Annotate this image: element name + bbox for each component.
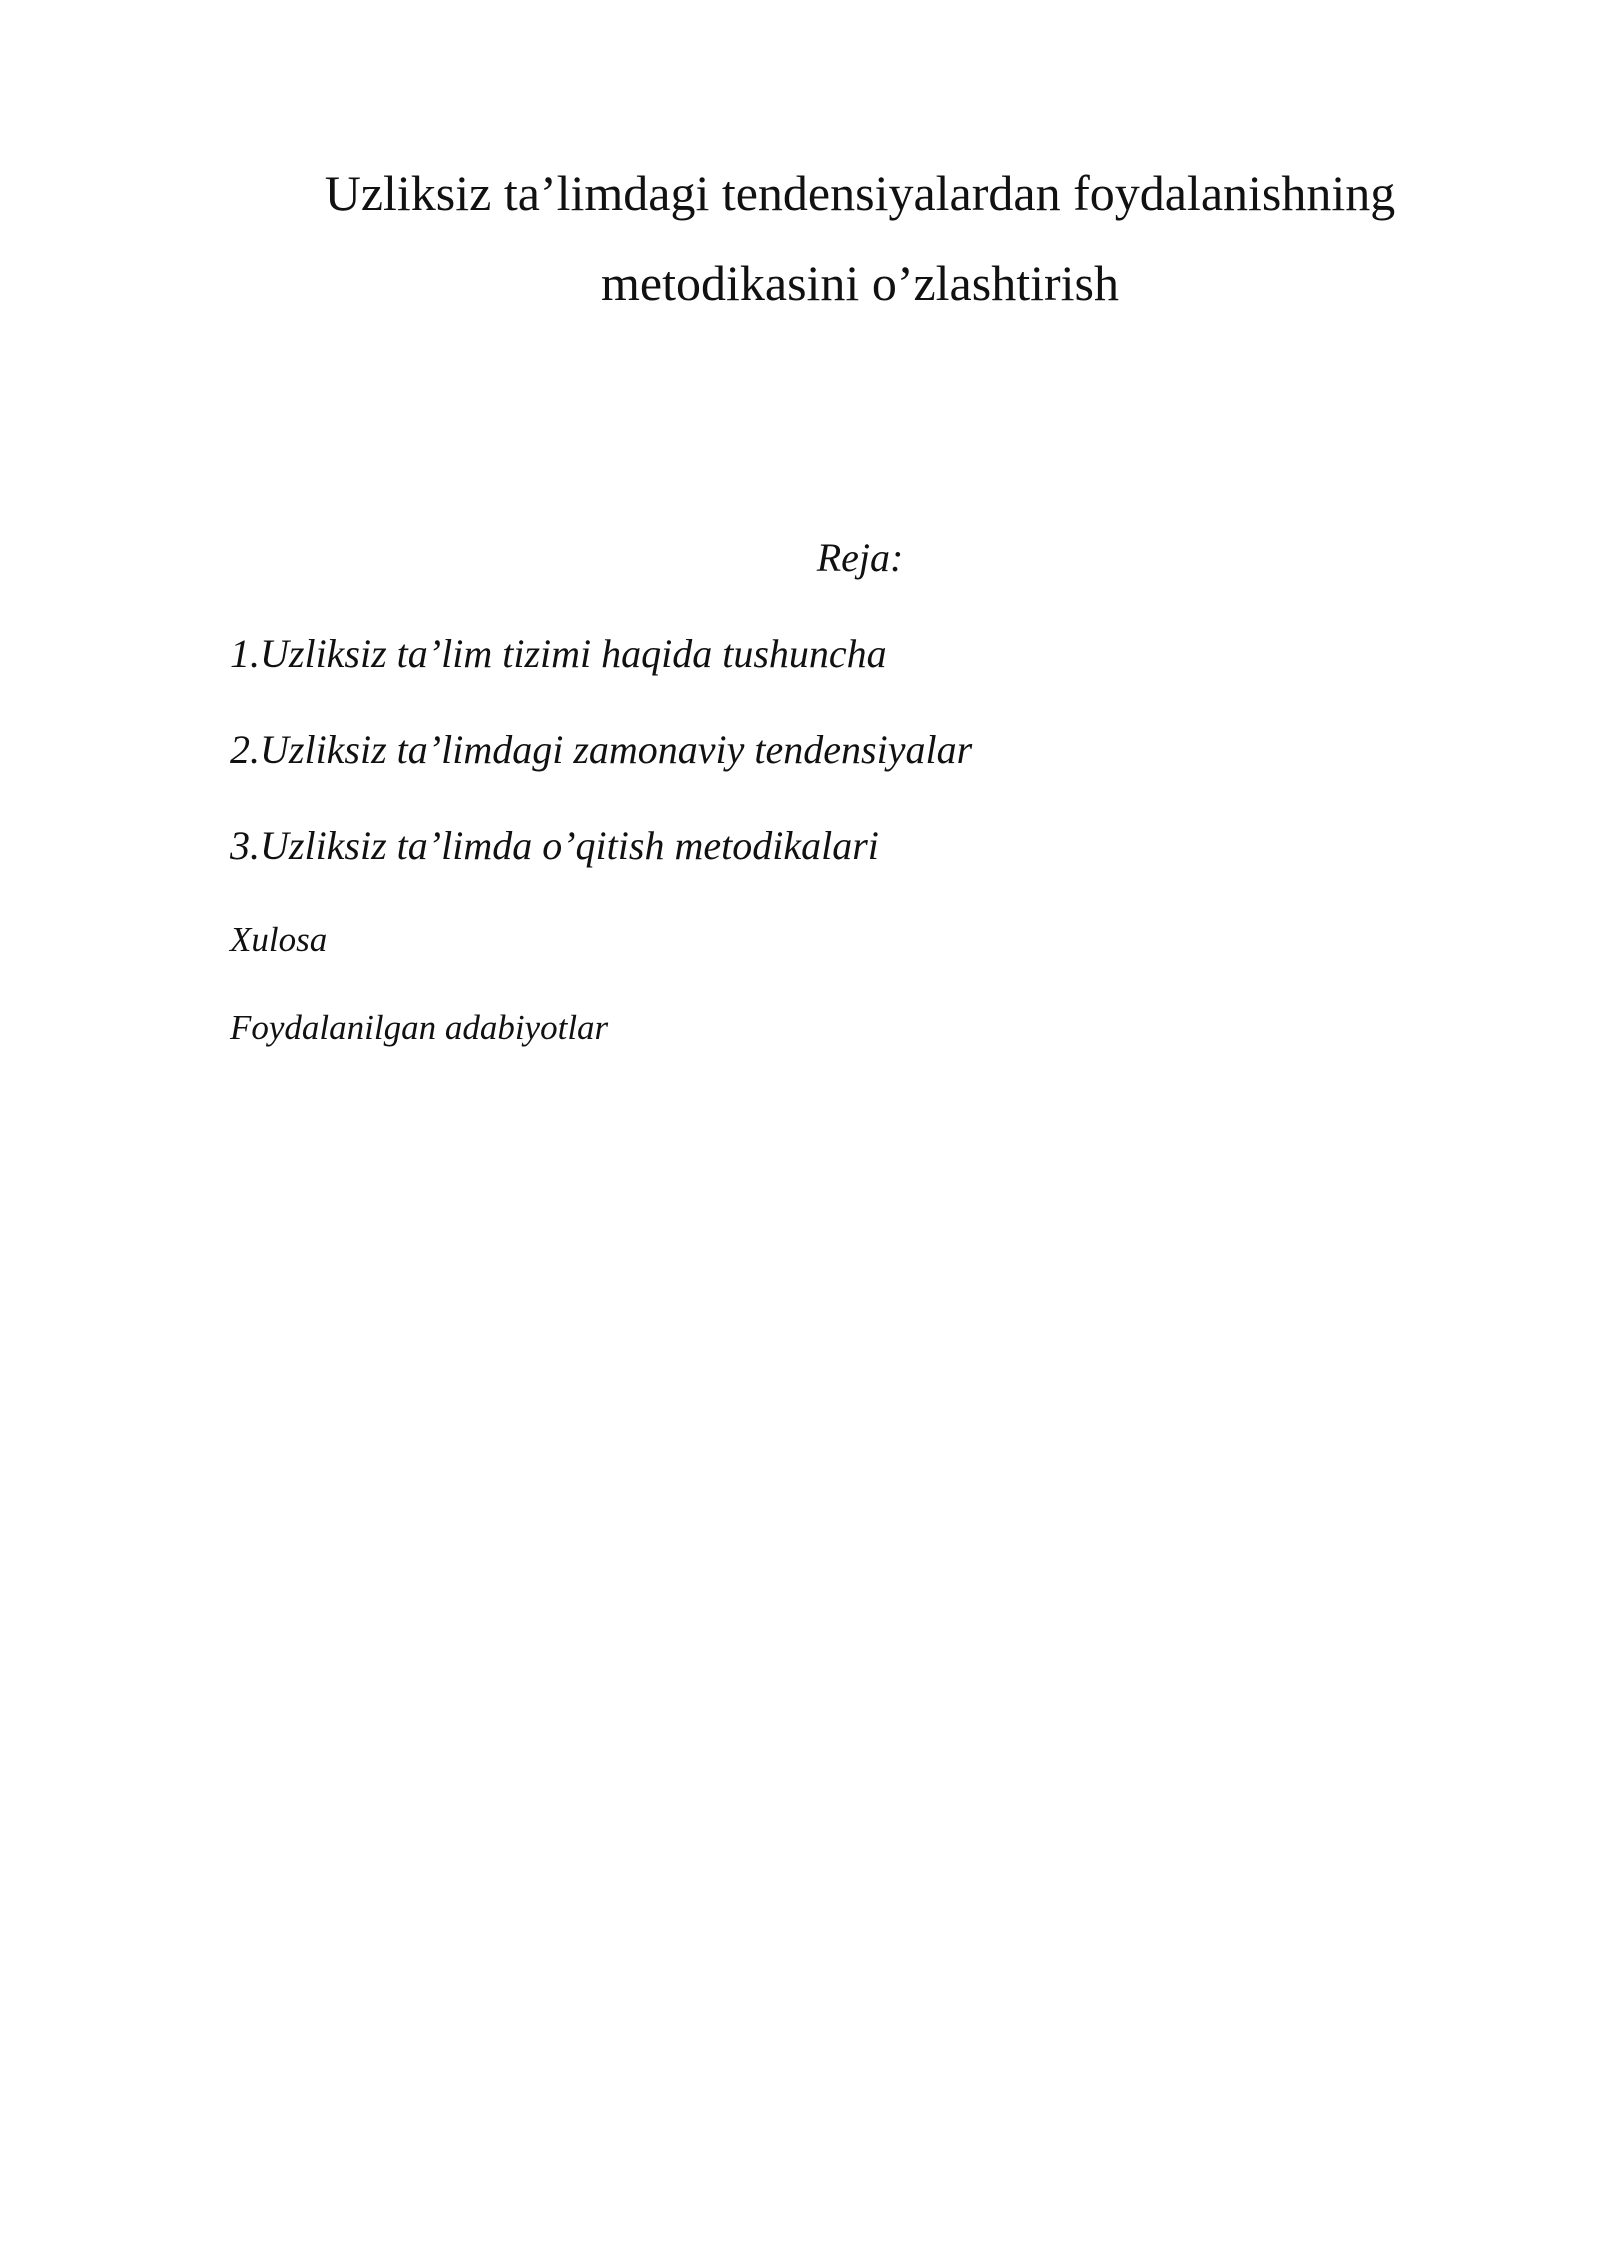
document-title xyxy=(230,148,1490,328)
plan-item-3: 3.Uzliksiz ta’limda o’qitish metodikalari xyxy=(230,823,879,868)
document-title-line-1: Uzliksiz ta’limdagi tendensiyalardan foydalanishning xyxy=(324,165,1396,221)
plan-item-1: 1.Uzliksiz ta’lim tizimi haqida tushuncha xyxy=(230,631,887,676)
plan-heading: Reja: xyxy=(816,535,904,580)
plan-item-references: Foydalanilgan adabiyotlar xyxy=(230,1008,609,1047)
plan-item-2: 2.Uzliksiz ta’limdagi zamonaviy tendensiyalar xyxy=(230,727,973,772)
plan-item-conclusion: Xulosa xyxy=(230,920,328,959)
document-title-line-2: metodikasini o’zlashtirish xyxy=(601,255,1119,311)
